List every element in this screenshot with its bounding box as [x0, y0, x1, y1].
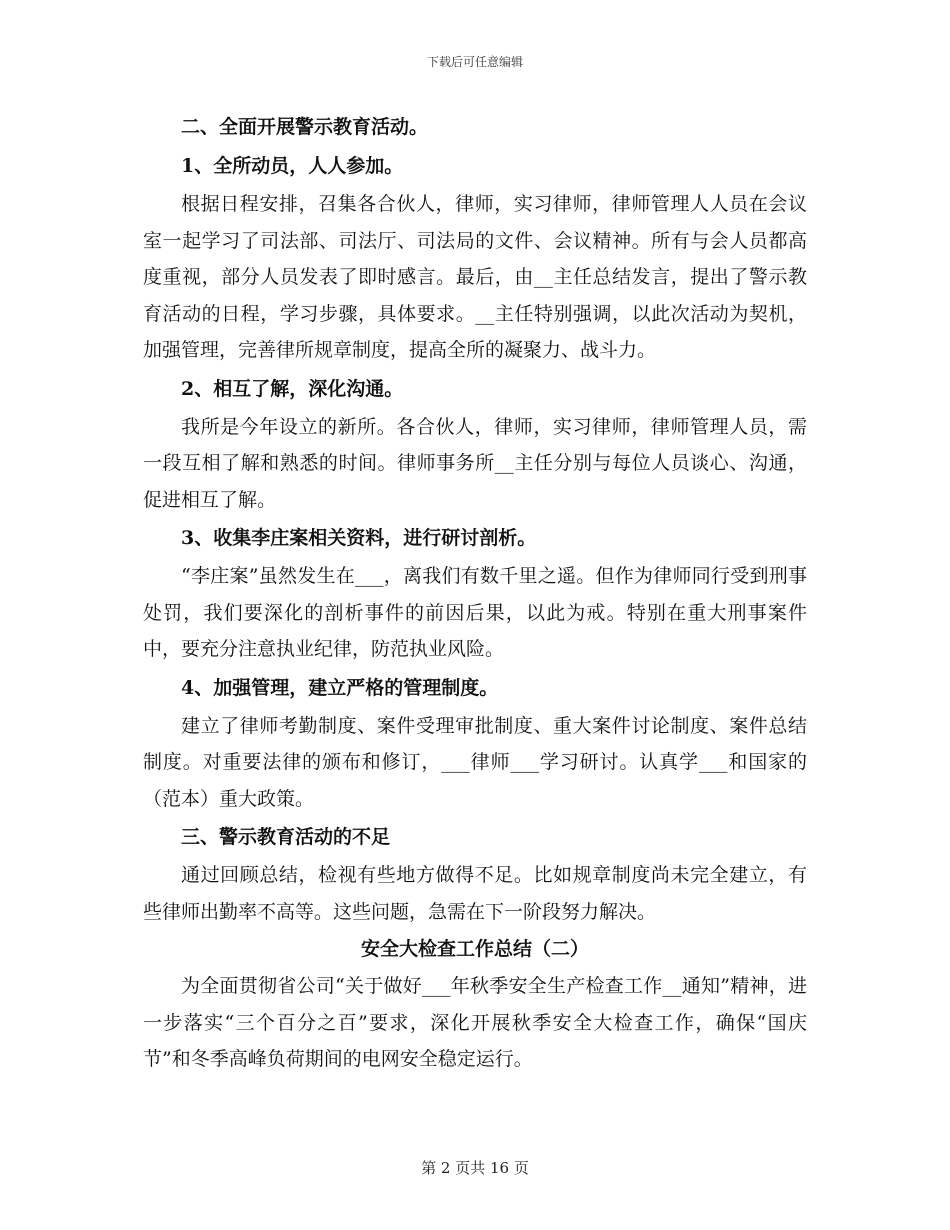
subsection-heading: 3、收集李庄案相关资料，进行研讨剖析。	[181, 527, 537, 549]
subsection-heading: 4、加强管理，建立严格的管理制度。	[181, 676, 499, 699]
paragraph: 我所是今年设立的新所。各合伙人，律师，实习律师，律师管理人员，需一段互相了解和熟悉的时间。律师事务所__主任分别与每位人员谈心、沟通，促进相互了解。	[143, 415, 807, 511]
section-heading: 二、全面开展警示教育活动。	[181, 116, 429, 138]
subsection-heading: 2、相互了解，深化沟通。	[181, 377, 404, 400]
section-heading: 三、警示教育活动的不足	[181, 826, 391, 848]
document-body	[143, 108, 807, 1078]
paragraph: “李庄案”虽然发生在___，离我们有数千里之遥。但作为律师同行受到刑事处罚，我们要深化的剖析事件的前因后果，以此为戒。特别在重大刑事案件中，要充分注意执业纪律，防范执业风险。	[143, 565, 807, 660]
subsection-heading: 1、全所动员，人人参加。	[181, 155, 404, 177]
paragraph: 为全面贯彻省公司“关于做好___年秋季安全生产检查工作__通知”精神，进一步落实“三个百分之百”要求，深化开展秋季安全大检查工作，确保“国庆节”和冬季高峰负荷期间的电网安全稳定运行。	[143, 975, 807, 1070]
page-footer: 第 2 页共 16 页	[421, 1159, 529, 1177]
paragraph: 通过回顾总结，检视有些地方做得不足。比如规章制度尚未完全建立，有些律师出勤率不高等。这些问题，急需在下一阶段努力解决。	[143, 864, 807, 923]
document-title: 安全大检查工作总结（二）	[360, 938, 589, 960]
paragraph: 根据日程安排，召集各合伙人，律师，实习律师，律师管理人人员在会议室一起学习了司法部、司法厅、司法局的文件、会议精神。所有与会人员都高度重视，部分人员发表了即时感言。最后，由__主任总结发言，提出了警示教育活动的日程，学习步骤，具体要求。__主任特别强调，以此次活动为契机，加强管理，完善律所规章制度，提高全所的凝聚力、战斗力。	[143, 193, 807, 361]
paragraph: 建立了律师考勤制度、案件受理审批制度、重大案件讨论制度、案件总结制度。对重要法律的颁布和修订，___律师___学习研讨。认真学___和国家的（范本）重大政策。	[143, 714, 807, 810]
page-header: 下载后可任意编辑	[426, 55, 523, 69]
